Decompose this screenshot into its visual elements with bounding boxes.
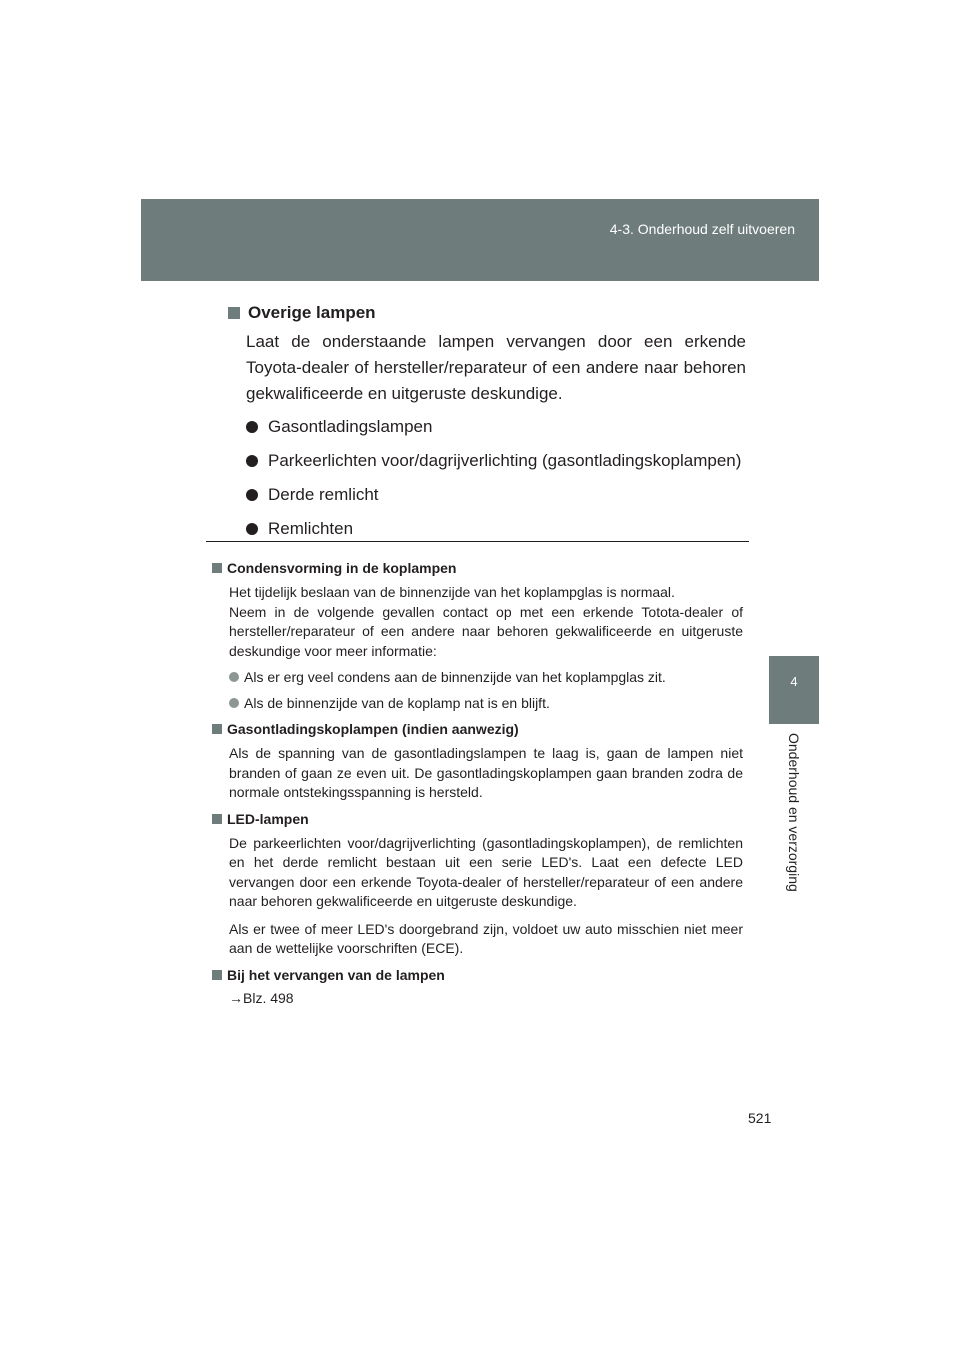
section-divider [206, 541, 749, 542]
square-bullet-icon [212, 563, 222, 573]
round-bullet-icon [246, 523, 258, 535]
square-bullet-icon [212, 970, 222, 980]
main-bullet-text: Parkeerlichten voor/dagrijverlichting (gasontladingskoplampen) [268, 451, 742, 470]
chapter-tab [769, 656, 819, 724]
round-bullet-icon [246, 455, 258, 467]
main-heading [228, 303, 746, 323]
main-bullet [246, 519, 746, 539]
note-bullet-text: Als de binnenzijde van de koplamp nat is en blijft. [244, 695, 550, 711]
round-bullet-icon [229, 698, 239, 708]
section-label: 4-3. Onderhoud zelf uitvoeren [609, 221, 795, 237]
chapter-number: 4 [790, 674, 798, 689]
main-bullet-text: Derde remlicht [268, 485, 379, 504]
main-section [228, 303, 746, 553]
round-bullet-icon [229, 672, 239, 682]
note-paragraph: Neem in de volgende gevallen contact op met een erkende Totota-dealer of hersteller/reparateur of een andere naar behoren gekwalificeerde en uitgeruste deskundige voor meer informatie: [229, 603, 743, 659]
square-bullet-icon [228, 307, 240, 319]
note-bullet-text: Als er erg veel condens aan de binnenzijde van het koplampglas zit. [244, 669, 666, 685]
note-bullet [229, 669, 743, 685]
header-band [141, 199, 819, 281]
note-paragraph: Als er twee of meer LED's doorgebrand zijn, voldoet uw auto misschien niet meer aan de wettelijke voorschriften (ECE). [229, 920, 743, 956]
note-paragraph: De parkeerlichten voor/dagrijverlichting (gasontladingskoplampen), de remlichten en het derde remlicht bestaan uit een serie LED's. Laat een defecte LED vervangen door een erkende Toyota-dealer of hersteller/reparateur of een andere naar behoren gekwalificeerde en uitgeruste deskundige. [229, 834, 743, 909]
round-bullet-icon [246, 489, 258, 501]
chapter-label: Onderhoud en verzorging [786, 733, 802, 892]
main-bullet-text: Remlichten [268, 519, 354, 538]
main-bullet [246, 485, 746, 505]
main-bullet [246, 417, 746, 437]
note-bullet [229, 695, 743, 711]
note-heading-text: LED-lampen [227, 810, 309, 827]
main-bullet-text: Gasontladingslampen [268, 417, 433, 436]
main-bullet [246, 451, 746, 471]
note-heading [212, 967, 743, 983]
page-number: 521 [748, 1110, 772, 1126]
page-reference: →Blz. 498 [229, 989, 294, 1006]
note-paragraph: Het tijdelijk beslaan van de binnenzijde van het koplampglas is normaal. [229, 584, 675, 600]
notes-section [212, 560, 743, 1006]
note-heading [212, 560, 743, 576]
main-paragraph: Laat de onderstaande lampen vervangen door een erkende Toyota-dealer of hersteller/reparateur of een andere naar behoren gekwalificeerde en uitgeruste deskundige. [246, 332, 746, 403]
main-heading-text: Overige lampen [248, 303, 376, 322]
note-heading-text: Gasontladingskoplampen (indien aanwezig) [227, 721, 519, 737]
note-paragraph: Als de spanning van de gasontladingslampen te laag is, gaan de lampen niet branden of gaan ze even uit. De gasontladingskoplampen gaan branden zodra de normale ontstekingsspanning is hersteld. [229, 745, 743, 800]
note-heading-text: Condensvorming in de koplampen [227, 560, 457, 576]
note-heading-text: Bij het vervangen van de lampen [227, 966, 445, 983]
round-bullet-icon [246, 421, 258, 433]
note-heading [212, 811, 743, 827]
square-bullet-icon [212, 814, 222, 824]
note-heading [212, 721, 743, 737]
square-bullet-icon [212, 724, 222, 734]
